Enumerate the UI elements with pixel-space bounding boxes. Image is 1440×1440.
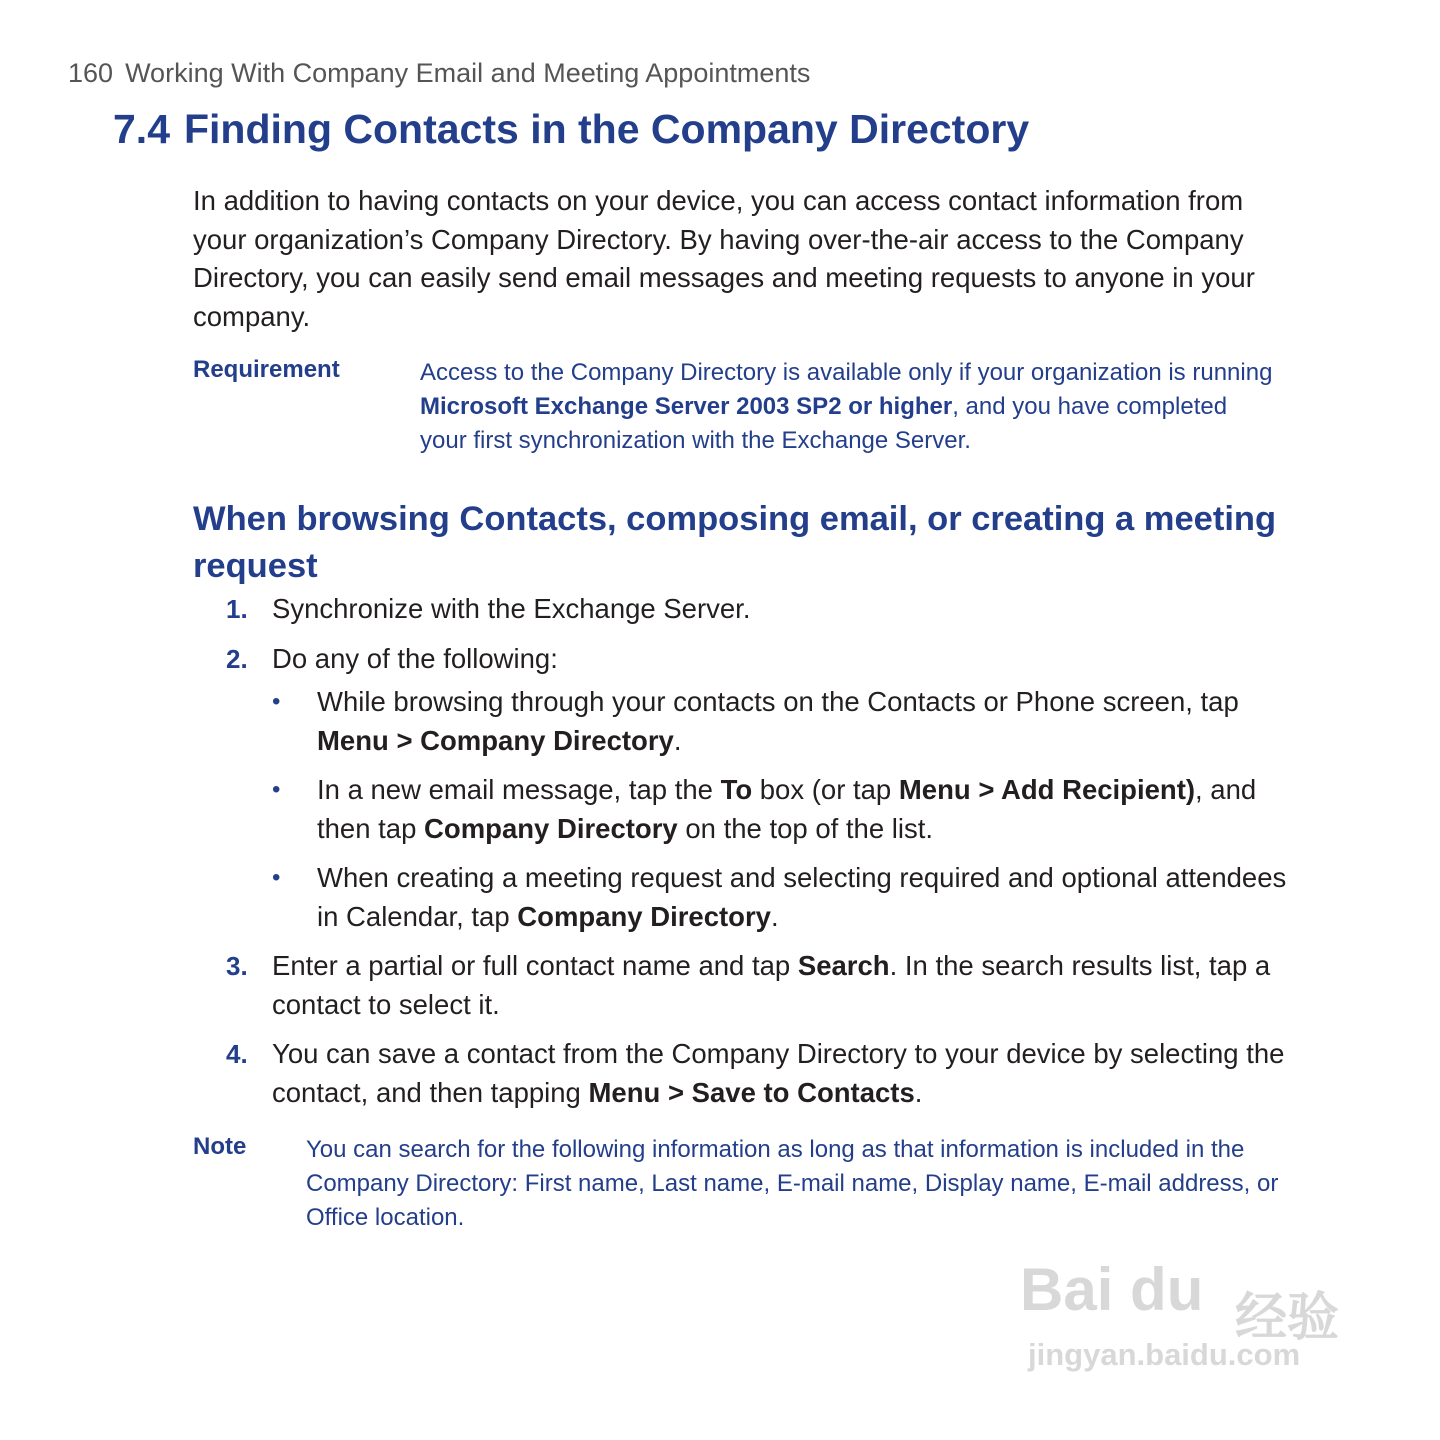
- subheading: When browsing Contacts, composing email, or creating a meeting request: [193, 500, 1277, 585]
- bullet-marker: •: [272, 688, 281, 715]
- bullet-text: While browsing through your contacts on the Contacts or Phone screen, tap: [317, 686, 1239, 717]
- step-item: [193, 590, 1293, 629]
- requirement-text-b: , and you have completed your first synchronization with the Exchange Server.: [420, 393, 1228, 454]
- note-text: You can search for the following information as long as that information is included in the Company Directory: First name, Last name, E-mail name, Display name, E-mail address, or Office location.: [306, 1136, 1279, 1231]
- page-number: 160: [68, 58, 114, 88]
- bullet-item: [272, 859, 1293, 936]
- requirement-label: Requirement: [193, 356, 340, 383]
- note-label: Note: [193, 1133, 247, 1160]
- step-text: . In the search results list, tap a contact to select it.: [272, 950, 1271, 1020]
- step-number: 1.: [226, 594, 248, 624]
- running-header: [68, 58, 810, 89]
- note-callout: [193, 1133, 1293, 1235]
- requirement-bold: Microsoft Exchange Server 2003 SP2 or higher: [420, 393, 953, 420]
- bullet-text: box (or tap: [752, 774, 899, 805]
- step-text: .: [914, 1076, 923, 1108]
- requirement-text: [420, 356, 1280, 458]
- bullet-bold: To: [720, 774, 753, 805]
- bullet-text: .: [673, 724, 682, 756]
- step-text: Enter a partial or full contact name and tap: [272, 950, 798, 981]
- steps-list: [193, 590, 1293, 1123]
- step-text: You can save a contact from the Company Directory to your device by selecting the contact, and then tapping: [272, 1038, 1285, 1108]
- step-bold: Menu > Save to Contacts: [588, 1076, 915, 1108]
- intro-paragraph: In addition to having contacts on your device, you can access contact information from your organization’s Company Directory. By having over-the-air access to the Company Directory, you can easily send email messages and meeting requests to anyone in your company.: [193, 185, 1255, 332]
- bullet-bold: Company Directory: [517, 900, 771, 932]
- step-item: [193, 947, 1293, 1024]
- baidu-watermark: [1020, 1225, 1360, 1385]
- bullet-bold: Menu > Add Recipient): [898, 774, 1196, 805]
- bullet-text: When creating a meeting request and selecting required and optional attendees in Calendar, tap: [317, 862, 1287, 932]
- section-title-text: Finding Contacts in the Company Directory: [184, 106, 1030, 152]
- running-title: Working With Company Email and Meeting Appointments: [125, 58, 811, 88]
- requirement-callout: [193, 356, 1293, 458]
- step-bold: Search: [797, 950, 890, 981]
- section-title: [113, 106, 1029, 153]
- bullet-bold: Menu > Company Directory: [317, 724, 674, 756]
- step-number: 4.: [226, 1039, 248, 1069]
- bullet-text: on the top of the list.: [677, 812, 934, 844]
- step-item: [193, 1035, 1293, 1112]
- step-number: 2.: [226, 643, 248, 674]
- step-text: Do any of the following:: [272, 642, 558, 674]
- section-number: 7.4: [113, 106, 170, 152]
- requirement-text-a: Access to the Company Directory is available only if your organization is running: [420, 359, 1273, 386]
- bullet-text: .: [770, 900, 779, 932]
- bullet-item: [272, 683, 1293, 760]
- step-text: Synchronize with the Exchange Server.: [272, 593, 751, 624]
- bullet-bold: Company Directory: [424, 812, 678, 844]
- bullet-item: [272, 771, 1293, 848]
- watermark-chinese: 经验: [1235, 1289, 1340, 1347]
- watermark-logo: Bai du: [1020, 1256, 1204, 1323]
- bullet-text: In a new email message, tap the: [317, 774, 721, 805]
- bullet-list: [272, 683, 1293, 936]
- bullet-text: , and then tap: [317, 774, 1257, 844]
- step-number: 3.: [226, 951, 248, 981]
- bullet-marker: •: [272, 864, 281, 891]
- watermark-url: jingyan.baidu.com: [1028, 1337, 1301, 1372]
- bullet-marker: •: [272, 776, 281, 803]
- step-item: [193, 640, 1293, 937]
